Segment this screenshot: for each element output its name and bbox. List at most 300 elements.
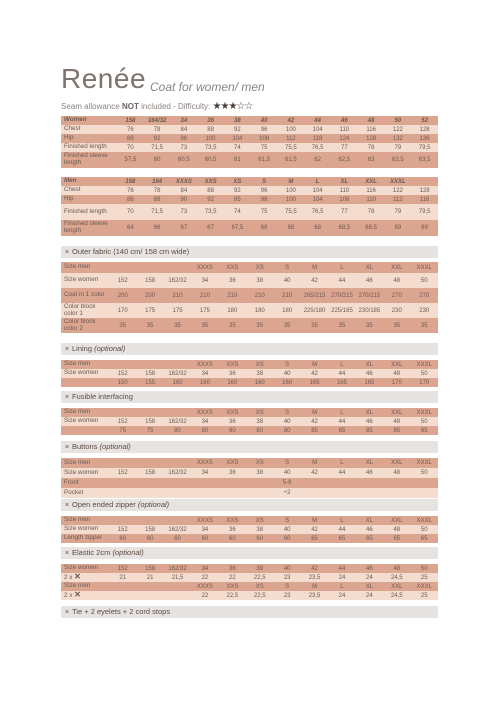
table-cell: 77 [331, 143, 358, 152]
table-cell: 63,5 [385, 152, 412, 168]
table-cell: 110 [358, 195, 385, 204]
table-cell: 44 [328, 417, 355, 426]
table-cell: XXXS [191, 262, 218, 273]
difficulty-stars [213, 101, 253, 112]
section-optional: (optional) [137, 500, 170, 509]
table-cell: 92 [197, 195, 224, 204]
table-cell: 200 [109, 288, 136, 303]
table-cell [164, 262, 191, 273]
table-cell: 180 [246, 303, 273, 318]
table-cell [164, 516, 191, 525]
cross-stitch-icon: ✕ [74, 573, 81, 582]
table-cell: 35 [273, 318, 300, 333]
table-cell: 85 [356, 426, 383, 435]
table-cell: 48 [383, 525, 410, 534]
section-outer-fabric [61, 246, 438, 258]
table-cell: 158 [136, 564, 163, 573]
table-cell: L [328, 582, 355, 591]
table-cell: XXL [383, 408, 410, 417]
table-cell: 270 [410, 288, 438, 303]
table-cell: 24,5 [383, 591, 410, 600]
table-cell [164, 360, 191, 369]
table-row [61, 534, 438, 543]
table-cell: 60 [273, 534, 300, 543]
table-cell: XXL [383, 582, 410, 591]
table-cell: S [273, 360, 300, 369]
table-cell: 79 [385, 143, 412, 152]
row-label: Size women [61, 369, 109, 378]
row-label: Front [61, 478, 109, 488]
row-label: Size men [61, 408, 109, 417]
table-cell: 116 [358, 186, 385, 195]
table-cell: XL [356, 408, 383, 417]
table-cell: 210 [191, 288, 218, 303]
table-cell: M [301, 408, 328, 417]
table-cell: 85 [410, 426, 438, 435]
table-cell: 36 [219, 564, 246, 573]
row-label: Finished length [61, 143, 117, 152]
table-cell: 42 [301, 525, 328, 534]
table-cell: XXXL [410, 516, 438, 525]
table-cell: 35 [219, 318, 246, 333]
table-cell: 64 [117, 220, 144, 236]
section-optional: (optional) [99, 442, 131, 451]
table-cell: 170 [383, 378, 410, 387]
table-cell: 38 [224, 116, 251, 125]
table-cell: 180 [273, 303, 300, 318]
table-cell: 164/32 [144, 116, 171, 125]
table-cell [410, 478, 438, 488]
table-cell: 75,5 [278, 204, 305, 220]
table-cell: 230 [410, 303, 438, 318]
row-label: Size men [61, 262, 109, 273]
table-cell: 132 [385, 134, 412, 143]
table-row [61, 220, 438, 236]
fusible-table [61, 408, 438, 435]
section-optional: (optional) [112, 548, 144, 557]
table-cell: 78 [144, 125, 171, 134]
table-cell [383, 478, 410, 488]
close-icon: × [64, 609, 70, 616]
table-cell [109, 408, 136, 417]
table-cell: 38 [246, 417, 273, 426]
table-cell: 40 [273, 525, 300, 534]
table-cell: 128 [411, 186, 438, 195]
table-cell: 158 [117, 177, 144, 186]
table-cell: 76,5 [304, 143, 331, 152]
table-cell: 180 [219, 303, 246, 318]
table-cell: 75 [251, 143, 278, 152]
table-cell: 36 [219, 273, 246, 288]
table-cell [136, 488, 163, 498]
table-cell: XS [246, 516, 273, 525]
table-cell: 122 [385, 186, 412, 195]
table-cell: 170 [109, 303, 136, 318]
row-label: Size women [61, 273, 109, 288]
table-cell: 80 [273, 426, 300, 435]
table-cell: L [328, 458, 355, 468]
table-cell: 35 [410, 318, 438, 333]
table-cell: 152 [109, 525, 136, 534]
table-cell: 61 [224, 152, 251, 168]
table-cell: 158 [136, 273, 163, 288]
table-row [61, 378, 438, 387]
table-row [61, 582, 438, 591]
section-optional: (optional) [94, 344, 126, 353]
table-cell [191, 488, 218, 498]
table-cell: 71,5 [144, 204, 171, 220]
table-cell: 38 [246, 369, 273, 378]
table-cell: 158 [117, 116, 144, 125]
table-cell: 65 [410, 534, 438, 543]
table-cell: 128 [358, 134, 385, 143]
table-cell [164, 408, 191, 417]
table-cell: XXL [383, 262, 410, 273]
row-label: Size men [61, 458, 109, 468]
table-cell: 69 [411, 220, 438, 236]
table-cell [109, 582, 136, 591]
table-cell: 57,5 [117, 152, 144, 168]
table-cell: 90 [171, 195, 198, 204]
table-cell: L [328, 360, 355, 369]
table-cell: 112 [278, 134, 305, 143]
table-cell [164, 458, 191, 468]
table-row [61, 488, 438, 498]
row-label: Finished length [61, 204, 117, 220]
table-cell: S [273, 516, 300, 525]
table-cell: XXL [383, 360, 410, 369]
table-cell: 165 [301, 378, 328, 387]
table-cell: XXXS [191, 582, 218, 591]
table-cell: L [328, 262, 355, 273]
table-cell: 85 [301, 426, 328, 435]
table-cell [109, 458, 136, 468]
section-label: Buttons [72, 442, 98, 451]
table-cell: 92 [224, 125, 251, 134]
table-cell: 63,5 [411, 152, 438, 168]
table-cell: 34 [191, 369, 218, 378]
table-cell: 42 [301, 564, 328, 573]
table-cell: 38 [246, 564, 273, 573]
section-label: Elastic 2cm [72, 548, 111, 557]
men-size-table [61, 177, 438, 236]
row-label: Women [61, 116, 117, 125]
table-cell [109, 262, 136, 273]
table-cell: 48 [383, 369, 410, 378]
table-cell: 22,5 [246, 573, 273, 582]
table-cell: ÷2 [273, 488, 300, 498]
table-cell: 34 [191, 273, 218, 288]
table-cell: 84 [171, 186, 198, 195]
seam-prefix: Seam allowance [61, 102, 120, 111]
section-label: Outer fabric (140 cm/ 158 cm wide) [72, 247, 190, 256]
table-cell: 60 [144, 152, 171, 168]
row-label: Size women [61, 468, 109, 478]
table-cell: 34 [191, 468, 218, 478]
table-cell [136, 582, 163, 591]
table-cell: XS [246, 458, 273, 468]
table-cell: XXXL [410, 360, 438, 369]
section-elastic [61, 547, 438, 559]
table-cell [164, 591, 191, 600]
table-cell: 85 [383, 426, 410, 435]
table-cell [109, 591, 136, 600]
table-cell [109, 478, 136, 488]
table-cell: 22 [219, 573, 246, 582]
table-cell: XL [356, 516, 383, 525]
table-cell: 50 [410, 564, 438, 573]
row-label: Pocket [61, 488, 109, 498]
table-cell: 36 [219, 369, 246, 378]
table-cell: 77 [331, 204, 358, 220]
table-cell: 24 [328, 573, 355, 582]
row-label: 2 x ✕ [61, 573, 109, 582]
table-cell: 48 [358, 116, 385, 125]
table-cell: 46 [356, 525, 383, 534]
table-cell: 69 [385, 220, 412, 236]
row-label: Hip [61, 195, 117, 204]
table-cell: 50 [385, 116, 412, 125]
table-cell: 170 [410, 378, 438, 387]
table-cell: 78 [358, 204, 385, 220]
table-cell: 88 [117, 134, 144, 143]
table-cell: 22,5 [219, 591, 246, 600]
table-cell: 160 [164, 378, 191, 387]
table-cell: XXXS [191, 408, 218, 417]
table-row [61, 186, 438, 195]
table-cell: 46 [356, 417, 383, 426]
table-cell: XXS [219, 408, 246, 417]
table-cell: XL [356, 458, 383, 468]
table-cell: 80 [191, 426, 218, 435]
row-label: Size women [61, 564, 109, 573]
table-cell: 152 [109, 273, 136, 288]
table-row [61, 426, 438, 435]
table-cell: 86 [117, 195, 144, 204]
table-cell: 65 [301, 534, 328, 543]
table-cell: XXL [383, 516, 410, 525]
table-cell: 165 [356, 378, 383, 387]
table-cell: 50 [410, 369, 438, 378]
table-cell: 60,5 [171, 152, 198, 168]
row-label: Men [61, 177, 117, 186]
table-cell: L [328, 408, 355, 417]
table-cell: 25 [410, 591, 438, 600]
table-cell: 160 [246, 378, 273, 387]
table-cell: XL [356, 262, 383, 273]
table-cell: 44 [304, 116, 331, 125]
section-label: Open ended zipper [72, 500, 136, 509]
zipper-table [61, 516, 438, 543]
table-cell: 160 [273, 378, 300, 387]
seam-allowance-note [61, 101, 252, 112]
close-icon: × [64, 394, 70, 401]
table-cell: XS [224, 177, 251, 186]
table-cell: XXS [219, 516, 246, 525]
table-cell: 25 [410, 573, 438, 582]
table-cell: 46 [331, 116, 358, 125]
table-cell: 23,5 [301, 573, 328, 582]
table-cell: 79 [385, 204, 412, 220]
filled-star-icon: ★★★ [212, 101, 237, 112]
table-cell [246, 488, 273, 498]
table-cell [164, 582, 191, 591]
table-cell: 34 [191, 564, 218, 573]
table-cell: 35 [136, 318, 163, 333]
table-cell [164, 478, 191, 488]
table-cell: L [328, 516, 355, 525]
table-cell: 136 [411, 134, 438, 143]
table-cell: 60 [164, 534, 191, 543]
table-cell: 110 [331, 186, 358, 195]
table-cell: 44 [328, 468, 355, 478]
section-label: Fusible interfacing [72, 392, 133, 401]
table-cell: XS [246, 408, 273, 417]
table-cell: 35 [383, 318, 410, 333]
row-label: Size men [61, 360, 109, 369]
table-cell: 74 [224, 204, 251, 220]
table-cell: XXXS [191, 516, 218, 525]
women-size-table [61, 116, 438, 168]
table-cell: 66 [144, 220, 171, 236]
table-cell: 36 [219, 525, 246, 534]
lining-table [61, 360, 438, 387]
table-cell: 124 [331, 134, 358, 143]
table-cell: 116 [358, 125, 385, 134]
table-cell: 50 [410, 525, 438, 534]
table-cell: 35 [301, 318, 328, 333]
table-cell [383, 488, 410, 498]
table-cell: 70 [117, 143, 144, 152]
table-row [61, 288, 438, 303]
table-cell: 60 [136, 534, 163, 543]
table-cell: 80 [164, 426, 191, 435]
table-cell: 88 [144, 195, 171, 204]
table-cell: 158 [136, 468, 163, 478]
row-label: Size women [61, 525, 109, 534]
table-cell: 162/32 [164, 525, 191, 534]
table-cell: 71,5 [144, 143, 171, 152]
table-cell: 68,5 [331, 220, 358, 236]
table-cell: 112 [385, 195, 412, 204]
table-cell: 78 [144, 186, 171, 195]
table-cell: 270/215 [356, 288, 383, 303]
table-row [61, 458, 438, 468]
table-cell [328, 488, 355, 498]
table-cell [164, 488, 191, 498]
table-row [61, 369, 438, 378]
table-cell: XXXL [410, 262, 438, 273]
table-cell: 34 [191, 525, 218, 534]
section-label: Lining [72, 344, 93, 353]
table-cell: 150 [109, 378, 136, 387]
table-cell [356, 478, 383, 488]
table-cell: 44 [328, 525, 355, 534]
table-cell: 48 [383, 273, 410, 288]
close-icon: × [64, 249, 70, 256]
table-cell: 65 [328, 534, 355, 543]
table-row [61, 152, 438, 168]
table-cell: 35 [164, 318, 191, 333]
row-label [61, 378, 109, 387]
table-cell: 73,5 [197, 143, 224, 152]
table-row [61, 360, 438, 369]
table-cell: 98 [251, 195, 278, 204]
table-cell: 230 [383, 303, 410, 318]
table-cell: 75 [136, 426, 163, 435]
empty-star-icon: ☆☆ [236, 101, 253, 112]
table-cell: 152 [109, 369, 136, 378]
table-cell: 108 [331, 195, 358, 204]
table-cell: 42 [278, 116, 305, 125]
table-cell: XS [246, 360, 273, 369]
table-cell: 60 [219, 534, 246, 543]
table-cell: 162/32 [164, 564, 191, 573]
table-cell: 160 [219, 378, 246, 387]
table-cell: 104 [224, 134, 251, 143]
row-label: Color block color 2 [61, 318, 109, 333]
table-cell: 73 [171, 143, 198, 152]
row-label: Color block color 1 [61, 303, 109, 318]
row-label [61, 426, 109, 435]
table-cell: 162/32 [164, 273, 191, 288]
table-cell: XXS [197, 177, 224, 186]
table-cell: XL [356, 360, 383, 369]
table-cell: 175 [136, 303, 163, 318]
cross-stitch-icon: ✕ [74, 591, 81, 600]
table-row [61, 468, 438, 478]
table-cell: 35 [191, 318, 218, 333]
table-cell: XXXL [385, 177, 412, 186]
table-cell: 65 [356, 534, 383, 543]
table-cell: 79,5 [411, 143, 438, 152]
table-cell: 155 [136, 378, 163, 387]
table-row [61, 303, 438, 318]
table-row [61, 143, 438, 152]
table-cell: 38 [246, 525, 273, 534]
table-cell: 40 [273, 468, 300, 478]
table-cell: 67 [197, 220, 224, 236]
table-cell: 44 [328, 564, 355, 573]
table-cell: 104 [304, 195, 331, 204]
section-tie [61, 606, 438, 618]
table-cell: XXS [219, 582, 246, 591]
table-cell: 21 [136, 573, 163, 582]
table-cell [301, 488, 328, 498]
table-cell: 35 [246, 318, 273, 333]
close-icon: × [64, 444, 70, 451]
table-cell: 36 [219, 468, 246, 478]
table-cell: 40 [251, 116, 278, 125]
table-cell: 175 [164, 303, 191, 318]
table-cell: 36 [219, 417, 246, 426]
table-cell: 122 [385, 125, 412, 134]
table-cell [136, 408, 163, 417]
table-cell: 40 [273, 273, 300, 288]
table-cell: 68 [251, 220, 278, 236]
table-cell: XS [246, 262, 273, 273]
table-cell [246, 478, 273, 488]
table-cell: 100 [278, 186, 305, 195]
table-cell: XXS [219, 458, 246, 468]
table-cell: XXXS [191, 360, 218, 369]
table-cell: XL [356, 582, 383, 591]
table-cell: 79,5 [411, 204, 438, 220]
table-cell: 76 [117, 186, 144, 195]
table-row [61, 408, 438, 417]
table-cell: 60 [246, 534, 273, 543]
table-cell: M [301, 458, 328, 468]
